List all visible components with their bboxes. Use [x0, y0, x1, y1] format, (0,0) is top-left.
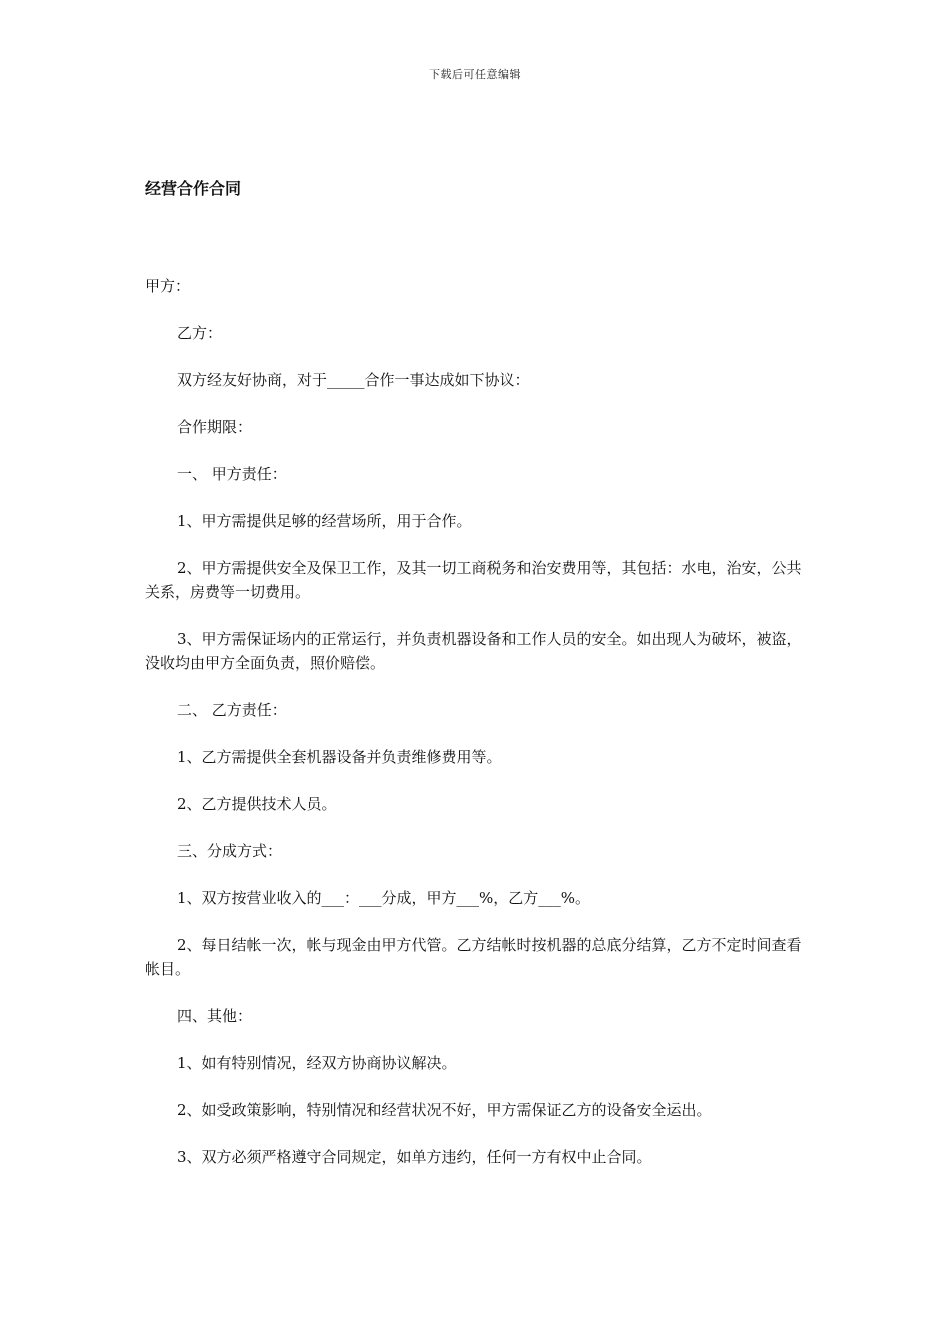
cooperation-period: 合作期限：: [177, 418, 253, 436]
contract-body: [145, 274, 813, 1192]
clause-split1: 1、双方按营业收入的___：___分成，甲方___%，乙方___%。: [177, 889, 591, 907]
clause-a1: 1、甲方需提供足够的经营场所，用于合作。: [177, 512, 472, 530]
section-heading-party-b: 二、 乙方责任：: [177, 701, 287, 719]
clause-split2: 2、每日结帐一次，帐与现金由甲方代管。乙方结帐时按机器的总底分结算，乙方不定时间查看帐目。: [145, 936, 802, 978]
clause-a3: 3、甲方需保证场内的正常运行，并负责机器设备和工作人员的安全。如出现人为破坏，被盗，没收均由甲方全面负责，照价赔偿。: [145, 630, 802, 672]
clause-a2: 2、甲方需提供安全及保卫工作，及其一切工商税务和治安费用等，其包括：水电，治安，公共关系，房费等一切费用。: [145, 559, 802, 601]
clause-b2: 2、乙方提供技术人员。: [177, 795, 337, 813]
header-note: 下载后可任意编辑: [429, 68, 521, 81]
agreement-intro: 双方经友好协商，对于_____合作一事达成如下协议：: [177, 371, 530, 389]
section-heading-party-a: 一、 甲方责任：: [177, 465, 287, 483]
section-heading-revenue-split: 三、分成方式：: [177, 842, 283, 860]
clause-other2: 2、如受政策影响，特别情况和经营状况不好，甲方需保证乙方的设备安全运出。: [177, 1101, 712, 1119]
clause-b1: 1、乙方需提供全套机器设备并负责维修费用等。: [177, 748, 502, 766]
party-a-line: 甲方：: [145, 277, 191, 295]
clause-other1: 1、如有特别情况，经双方协商协议解决。: [177, 1054, 457, 1072]
section-heading-other: 四、其他：: [177, 1007, 253, 1025]
document-title: 经营合作合同: [145, 179, 242, 198]
clause-other3: 3、双方必须严格遵守合同规定，如单方违约，任何一方有权中止合同。: [177, 1148, 652, 1166]
party-b-line: 乙方：: [177, 324, 223, 342]
